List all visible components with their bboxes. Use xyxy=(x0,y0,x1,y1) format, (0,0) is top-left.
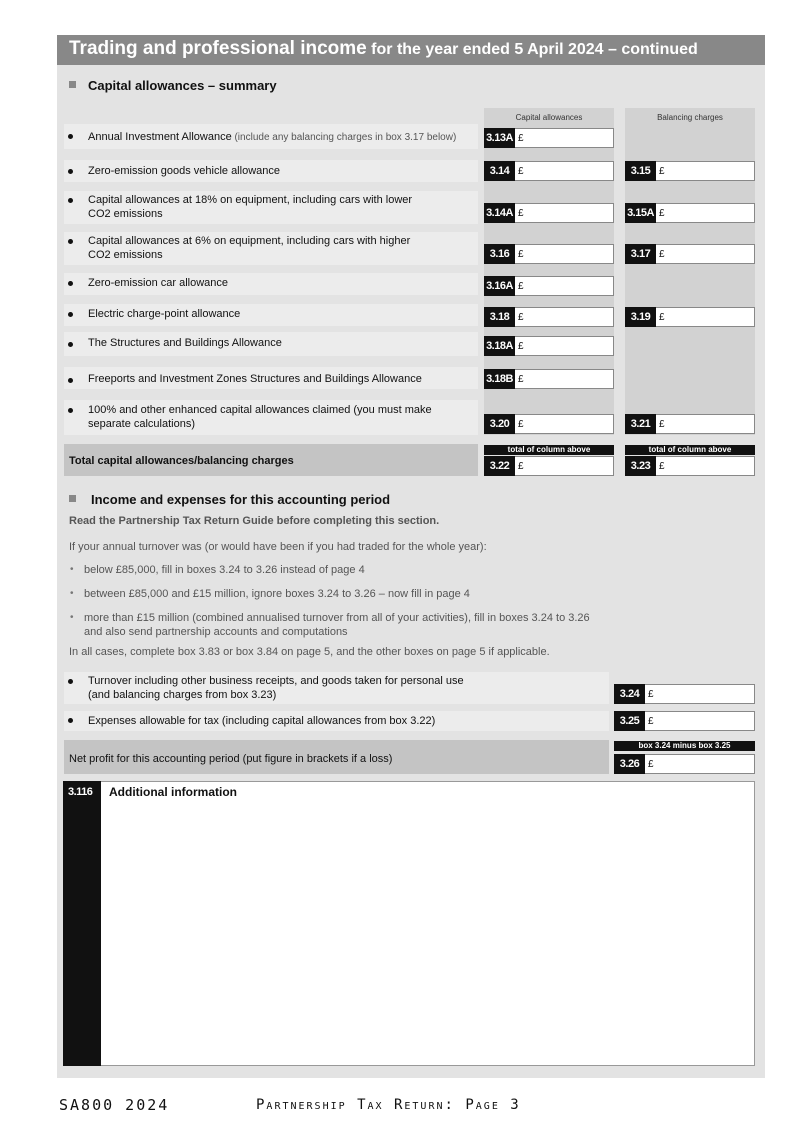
box-3-24[interactable]: 3.24 £ xyxy=(614,684,755,704)
all-cases-note: In all cases, complete box 3.83 or box 3.84 on page 5, and the other boxes on page 5 if applicable. xyxy=(69,646,550,658)
currency-field[interactable]: £ xyxy=(656,456,755,476)
row-label-sba: The Structures and Buildings Allowance xyxy=(88,337,282,349)
currency-field[interactable]: £ xyxy=(656,414,755,434)
bullet-icon xyxy=(68,718,73,723)
box-3-17[interactable]: 3.17 £ xyxy=(625,244,755,264)
turnover-bullet-3: more than £15 million (combined annualised turnover from all of your activities), fill in boxes 3.24 to 3.26 xyxy=(84,612,590,624)
box-3-23[interactable]: 3.23 £ xyxy=(625,456,755,476)
square-bullet-icon xyxy=(69,495,76,502)
row-label-zero-emission-car: Zero-emission car allowance xyxy=(88,277,228,289)
row-label-enhanced: 100% and other enhanced capital allowances claimed (you must make separate calculations) xyxy=(88,404,432,430)
box-3-18[interactable]: 3.18 £ xyxy=(484,307,614,327)
total-caption-1: total of column above xyxy=(484,445,614,455)
turnover-label: Turnover including other business receipts, and goods taken for personal use (and balancing charges from box 3.23) xyxy=(88,675,464,701)
box-3-15a[interactable]: 3.15A £ xyxy=(625,203,755,223)
header-title: Trading and professional income xyxy=(69,38,367,59)
box-3-15[interactable]: 3.15 £ xyxy=(625,161,755,181)
dot-icon: • xyxy=(70,588,74,599)
turnover-bullet-2: between £85,000 and £15 million, ignore boxes 3.24 to 3.26 – now fill in page 4 xyxy=(84,588,470,600)
capital-allowances-heading: Capital allowances – summary xyxy=(69,78,277,93)
col-head-capital-allowances: Capital allowances xyxy=(484,108,614,128)
box-3-18a[interactable]: 3.18A £ xyxy=(484,336,614,356)
additional-info-bar xyxy=(63,781,101,1066)
currency-field[interactable]: £ xyxy=(515,369,614,389)
turnover-bullet-3-cont: and also send partnership accounts and computations xyxy=(84,626,348,638)
net-caption: box 3.24 minus box 3.25 xyxy=(614,741,755,751)
dot-icon: • xyxy=(70,612,74,623)
additional-info-textarea[interactable] xyxy=(63,781,755,1066)
bullet-icon xyxy=(68,679,73,684)
turnover-bullet-1: below £85,000, fill in boxes 3.24 to 3.26 instead of page 4 xyxy=(84,564,365,576)
bullet-icon xyxy=(68,169,73,174)
currency-field[interactable]: £ xyxy=(645,754,755,774)
bullet-icon xyxy=(68,198,73,203)
box-3-20[interactable]: 3.20 £ xyxy=(484,414,614,434)
square-bullet-icon xyxy=(69,81,76,88)
row-label-6-percent: Capital allowances at 6% on equipment, including cars with higher CO2 emissions xyxy=(88,235,411,261)
expenses-label: Expenses allowable for tax (including capital allowances from box 3.22) xyxy=(88,715,436,727)
row-label-18-percent: Capital allowances at 18% on equipment, including cars with lower CO2 emissions xyxy=(88,194,413,220)
currency-field[interactable]: £ xyxy=(515,276,614,296)
bullet-icon xyxy=(68,239,73,244)
form-code: SA800 2024 xyxy=(59,1096,170,1114)
net-profit-label: Net profit for this accounting period (put figure in brackets if a loss) xyxy=(69,753,393,765)
box-3-116-number: 3.116 xyxy=(68,786,93,798)
box-3-22[interactable]: 3.22 £ xyxy=(484,456,614,476)
page-footer-title: Partnership Tax Return: Page 3 xyxy=(256,1097,521,1113)
box-3-16[interactable]: 3.16 £ xyxy=(484,244,614,264)
currency-field[interactable]: £ xyxy=(656,203,755,223)
currency-field[interactable]: £ xyxy=(656,244,755,264)
total-capital-label: Total capital allowances/balancing charges xyxy=(69,455,294,467)
bullet-icon xyxy=(68,134,73,139)
row-label-freeports: Freeports and Investment Zones Structures and Buildings Allowance xyxy=(88,373,422,385)
box-3-21[interactable]: 3.21 £ xyxy=(625,414,755,434)
currency-field[interactable]: £ xyxy=(515,414,614,434)
currency-field[interactable]: £ xyxy=(515,307,614,327)
box-3-25[interactable]: 3.25 £ xyxy=(614,711,755,731)
currency-field[interactable]: £ xyxy=(515,203,614,223)
currency-field[interactable]: £ xyxy=(515,336,614,356)
bullet-icon xyxy=(68,342,73,347)
col-head-balancing-charges: Balancing charges xyxy=(625,108,755,128)
box-3-18b[interactable]: 3.18B £ xyxy=(484,369,614,389)
currency-field[interactable]: £ xyxy=(515,456,614,476)
box-3-13a[interactable]: 3.13A £ xyxy=(484,128,614,148)
dot-icon: • xyxy=(70,564,74,575)
box-3-14[interactable]: 3.14 £ xyxy=(484,161,614,181)
bullet-icon xyxy=(68,408,73,413)
bullet-icon xyxy=(68,378,73,383)
header-subtitle: for the year ended 5 April 2024 – continued xyxy=(366,41,698,58)
page-header xyxy=(57,35,765,65)
currency-field[interactable]: £ xyxy=(656,307,755,327)
box-3-14a[interactable]: 3.14A £ xyxy=(484,203,614,223)
bullet-icon xyxy=(68,281,73,286)
income-expenses-heading: Income and expenses for this accounting period xyxy=(69,492,390,507)
row-label-aia: Annual Investment Allowance (include any balancing charges in box 3.17 below) xyxy=(88,131,457,143)
currency-field[interactable]: £ xyxy=(645,684,755,704)
row-label-zero-emission-goods: Zero-emission goods vehicle allowance xyxy=(88,165,280,177)
guide-note: Read the Partnership Tax Return Guide before completing this section. xyxy=(69,515,440,527)
turnover-intro: If your annual turnover was (or would have been if you had traded for the whole year): xyxy=(69,541,487,553)
currency-field[interactable]: £ xyxy=(515,244,614,264)
currency-field[interactable]: £ xyxy=(515,128,614,148)
row-label-charge-point: Electric charge-point allowance xyxy=(88,308,241,320)
box-3-16a[interactable]: 3.16A £ xyxy=(484,276,614,296)
currency-field[interactable]: £ xyxy=(656,161,755,181)
box-3-19[interactable]: 3.19 £ xyxy=(625,307,755,327)
currency-field[interactable]: £ xyxy=(645,711,755,731)
bullet-icon xyxy=(68,312,73,317)
total-caption-2: total of column above xyxy=(625,445,755,455)
currency-field[interactable]: £ xyxy=(515,161,614,181)
box-3-26[interactable]: 3.26 £ xyxy=(614,754,755,774)
additional-info-title: Additional information xyxy=(109,785,237,799)
